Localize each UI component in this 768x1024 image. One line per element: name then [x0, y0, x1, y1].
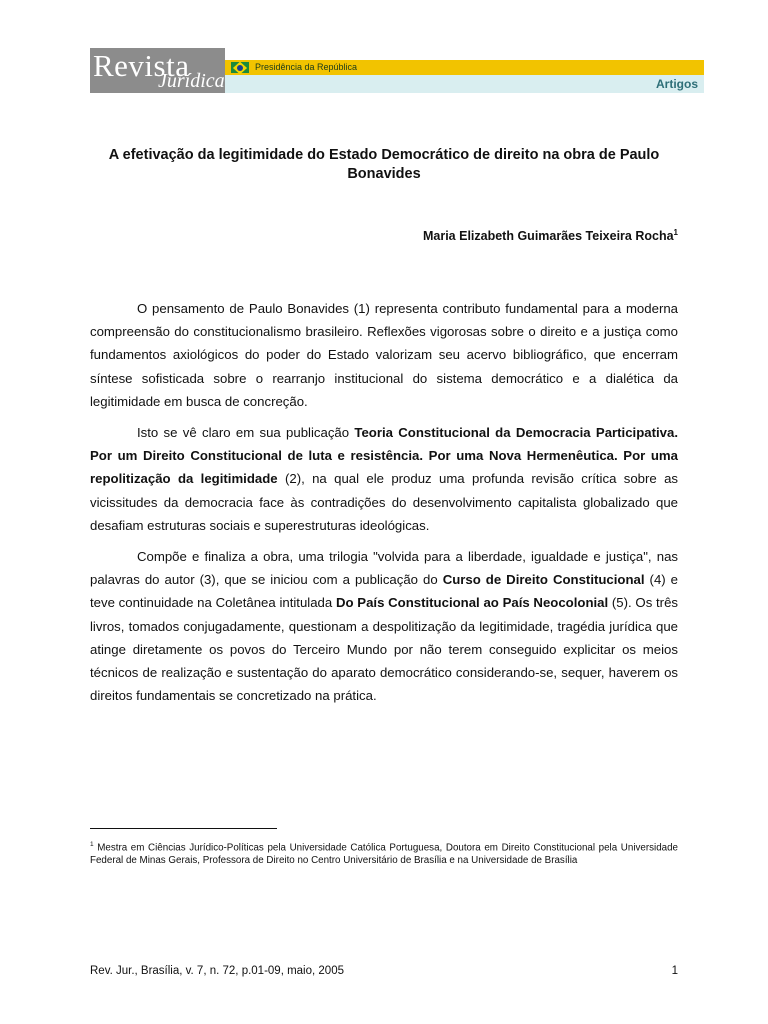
footnote — [90, 839, 678, 867]
article-title: A efetivação da legitimidade do Estado Democrático de direito na obra de Paulo Bonavides — [108, 147, 660, 182]
author-footnote-mark: 1 — [673, 228, 678, 237]
paragraph-2 — [90, 421, 678, 537]
author-name: Maria Elizabeth Guimarães Teixeira Rocha — [422, 229, 674, 244]
presidencia-bar — [225, 60, 704, 75]
footer-citation: Rev. Jur., Brasília, v. 7, n. 72, p.01-09, maio, 2005 — [90, 965, 344, 977]
paragraph-2-book-title: Teoria Constitucional da Democracia Participativa. Por um Direito Constitucional de luta e resistência. Por uma Nova Hermenêutica. Por uma repolitização da legitimidade — [90, 425, 678, 487]
paragraph-3 — [90, 545, 678, 707]
paragraph-3-book-title-1: Curso de Direito Constitucional — [442, 572, 645, 588]
section-label: Artigos — [656, 77, 698, 91]
presidencia-label: Presidência da República — [255, 62, 358, 72]
brazil-flag-icon — [231, 62, 249, 73]
article-body — [90, 297, 678, 715]
paragraph-3-text-e: (5). Os três livros, tomados conjugadamente, questionam a despolitização da legitimidade, tragédia jurídica que atinge diretamente os povos do Terceiro Mundo por não terem conseguido explicitar os meios técnicos de realização e sustentação do aparato democrático considerando-se, sequer, haverem os direitos fundamentais se concretizado na prática. — [90, 595, 679, 704]
paragraph-3-text-a: Compõe e finaliza a obra, uma trilogia "volvida para a liberdade, igualdade e justiça", nas palavras do autor (3), que se iniciou com a publicação do — [90, 549, 678, 588]
logo-revista-text: Revista — [93, 48, 190, 83]
paragraph-3-text-c: (4) e teve continuidade na Coletânea intitulada — [90, 572, 679, 611]
footnote-mark: 1 — [90, 841, 94, 848]
footnote-text: Mestra em Ciências Jurídico-Políticas pela Universidade Católica Portuguesa, Doutora em Direito Constitucional pela Universidade Federal de Minas Gerais, Professora de Direito no Centro Universitário de Brasília e na Universidade de Brasília — [90, 842, 678, 866]
paragraph-3-book-title-2: Do País Constitucional ao País Neocolonial — [335, 595, 609, 611]
paragraph-1: O pensamento de Paulo Bonavides (1) representa contributo fundamental para a moderna compreensão do constitucionalismo brasileiro. Reflexões vigorosas sobre o direito e a justiça como fundamentos axiológicos do poder do Estado valorizam seu acervo bibliográfico, que encerram síntese sofisticada sobre o rearranjo institucional do sistema democrático e a dialética da legitimidade em busca de concreção. — [90, 301, 678, 409]
footnote-divider — [90, 828, 277, 829]
section-bar — [225, 75, 704, 93]
paragraph-2-text-c: (2), na qual ele produz uma profunda revisão crítica sobre as vicissitudes da democracia face às contradições do desenvolvimento capitalista globalizado que desafiam estruturas sociais e superestruturas ideológicas. — [90, 471, 679, 533]
logo-juridica-text: Jurídica — [158, 70, 225, 92]
article-author — [90, 228, 678, 243]
journal-logo — [90, 48, 225, 93]
page-number: 1 — [671, 965, 678, 977]
paragraph-2-text-a: Isto se vê claro em sua publicação — [137, 425, 355, 441]
